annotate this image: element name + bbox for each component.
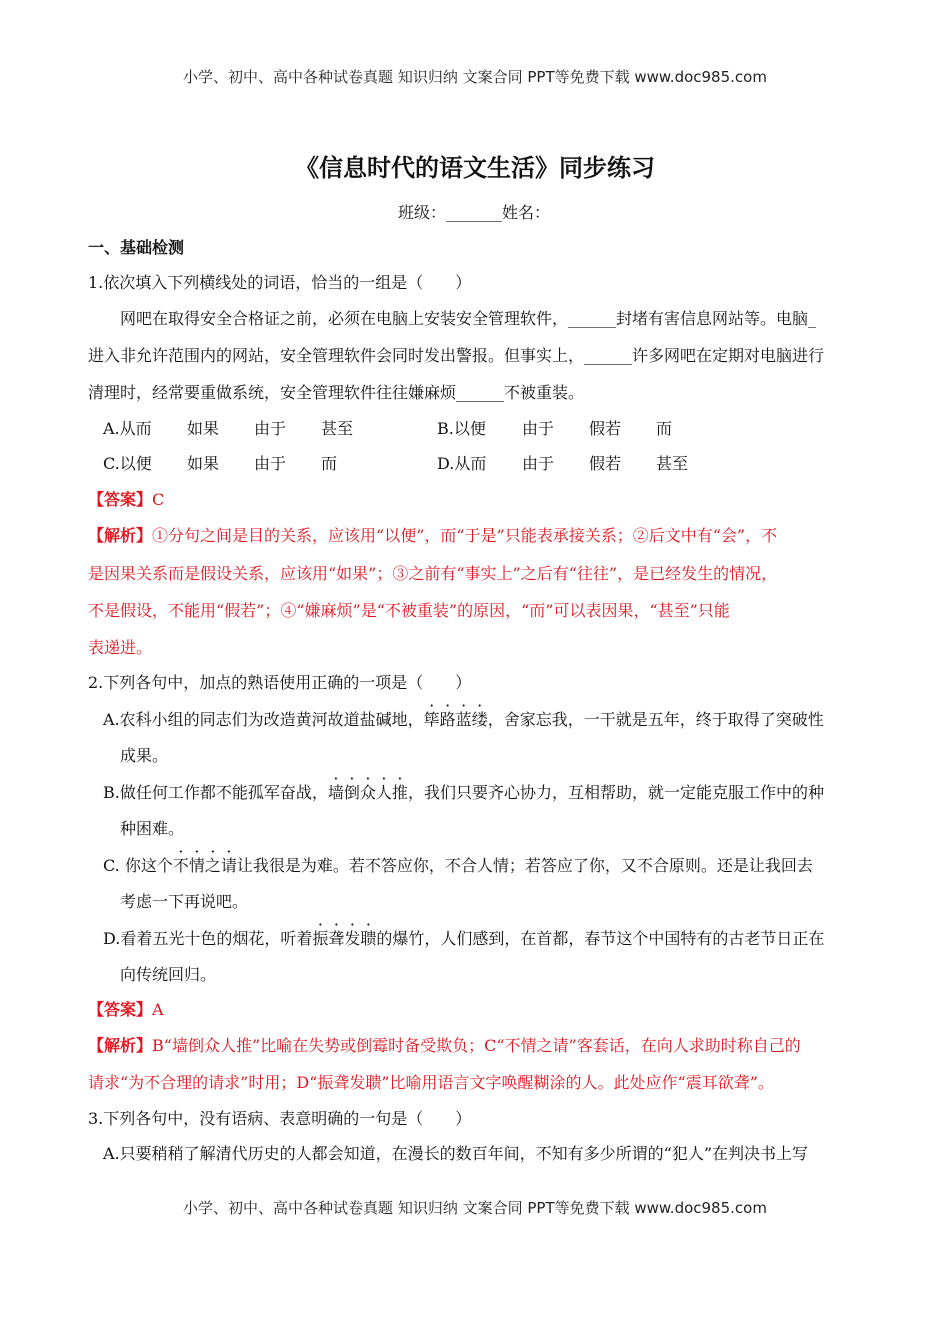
question-2-option-c-cont: 考虑一下再说吧。 xyxy=(120,892,249,911)
question-1-passage-line: 网吧在取得安全合格证之前，必须在电脑上安装安全管理软件，______封堵有害信息网站等。电脑_ xyxy=(120,309,817,328)
question-1-passage-line: 进入非允许范围内的网站，安全管理软件会同时发出警报。但事实上，______许多网吧在定期对电脑进行 xyxy=(88,346,825,365)
question-2-analysis-line: 请求“为不合理的请求”时用；D“振聋发聩”比喻用语言文字唤醒糊涂的人。此处应作“震耳欲聋”。 xyxy=(88,1073,774,1092)
question-1-option-d: D.从而 由于 假若 甚至 xyxy=(437,454,689,473)
question-2-option-d: D.看着五光十色的烟花，听着振聋发聩的爆竹，人们感到，在首都，春节这个中国特有的古老节日正在 xyxy=(103,929,825,948)
question-1-option-a: A.从而 如果 由于 甚至 xyxy=(103,419,354,438)
page-title: 《信息时代的语文生活》同步练习 xyxy=(295,154,655,182)
dotted-idiom: 墙倒众人推 xyxy=(327,783,408,802)
question-3-stem: 3.下列各句中，没有语病、表意明确的一句是（ ） xyxy=(88,1109,472,1128)
dotted-idiom: 不情之请 xyxy=(172,856,237,875)
page-footer: 小学、初中、高中各种试卷真题 知识归纳 文案合同 PPT等免费下载 www.doc985.com xyxy=(183,1199,767,1217)
question-1-option-b: B.以便 由于 假若 而 xyxy=(437,419,673,438)
question-3-option-a: A.只要稍稍了解清代历史的人都会知道，在漫长的数百年间，不知有多少所谓的“犯人”在判决书上写 xyxy=(103,1144,809,1163)
question-1-option-c: C.以便 如果 由于 而 xyxy=(103,454,338,473)
question-1-analysis-line: 是因果关系而是假设关系，应该用“如果”；③之前有“事实上”之后有“往往”，是已经发生的情况， xyxy=(88,564,778,583)
question-1-analysis-line: 不是假设，不能用“假若”；④“嫌麻烦”是“不被重装”的原因，“而”可以表因果，“甚至”只能 xyxy=(88,601,730,620)
dotted-idiom: 振聋发聩 xyxy=(312,929,377,948)
question-2-answer: 【答案】A xyxy=(88,1000,164,1019)
question-1-stem: 1.依次填入下列横线处的词语，恰当的一组是（ ） xyxy=(88,273,472,292)
question-2-option-c: C. 你这个不情之请让我很是为难。若不答应你，不合人情；若答应了你，又不合原则。还是让我回去 xyxy=(103,856,813,875)
question-2-option-b: B.做任何工作都不能孤军奋战，墙倒众人推，我们只要齐心协力，互相帮助，就一定能克服工作中的种 xyxy=(103,783,824,802)
question-2-analysis: 【解析】B“墙倒众人推”比喻在失势或倒霉时备受欺负；C“不情之请”客套话，在向人求助时称自己的 xyxy=(88,1036,801,1055)
page-header: 小学、初中、高中各种试卷真题 知识归纳 文案合同 PPT等免费下载 www.doc985.com xyxy=(183,68,767,86)
question-1-passage-line: 清理时，经常要重做系统，安全管理软件往往嫌麻烦______不被重装。 xyxy=(88,383,585,402)
question-2-option-a-cont: 成果。 xyxy=(120,746,169,765)
question-2-stem: 2.下列各句中，加点的熟语使用正确的一项是（ ） xyxy=(88,673,472,692)
class-name-line: 班级：_______姓名： xyxy=(398,203,551,222)
question-2-option-a: A.农科小组的同志们为改造黄河故道盐碱地，筚路蓝缕，舍家忘我，一干就是五年，终于取得了突破性 xyxy=(103,710,824,729)
dotted-idiom: 筚路蓝缕 xyxy=(423,710,488,729)
question-2-option-d-cont: 向传统回归。 xyxy=(120,965,217,984)
question-1-analysis-line: 表递进。 xyxy=(88,638,153,657)
question-1-answer: 【答案】C xyxy=(88,490,165,509)
question-1-analysis: 【解析】①分句之间是目的关系，应该用“以便”，而“于是”只能表承接关系；②后文中有“会”，不 xyxy=(88,526,778,545)
section-heading: 一、基础检测 xyxy=(88,238,185,257)
question-2-option-b-cont: 种困难。 xyxy=(120,819,185,838)
